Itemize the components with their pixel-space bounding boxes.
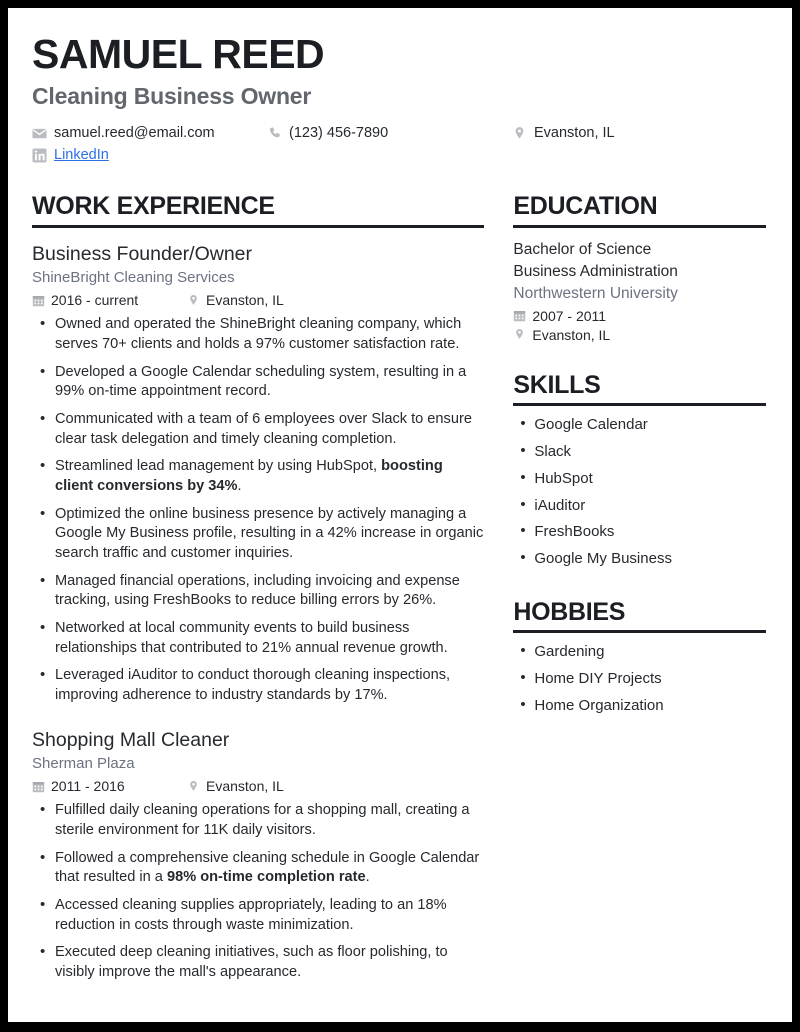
work-experience-heading: WORK EXPERIENCE: [32, 192, 275, 221]
education-location-text: Evanston, IL: [532, 326, 611, 343]
section-divider: [513, 403, 766, 406]
education-degree: Bachelor of Science: [513, 240, 652, 258]
job-bullets: [32, 315, 484, 706]
education-entry: [513, 239, 766, 343]
contact-row-secondary: [32, 147, 766, 163]
job-dates-text: 2011 - 2016: [51, 778, 125, 795]
contact-phone-text: (123) 456-7890: [289, 125, 389, 142]
linkedin-link[interactable]: LinkedIn: [54, 147, 109, 164]
bullet-item: • Communicated with a team of 6 employees over Slack to ensure clear task delegation and timely cleaning completion.: [32, 410, 484, 449]
job-company: ShineBright Cleaning Services: [32, 269, 235, 287]
contact-email[interactable]: [32, 125, 267, 141]
candidate-job-title: Cleaning Business Owner: [32, 83, 312, 110]
job-location-text: Evanston, IL: [206, 292, 284, 309]
bullet-highlight: 98% on-time completion rate: [166, 869, 366, 886]
section-work-experience: [32, 193, 484, 982]
list-item: • Home DIY Projects: [513, 668, 766, 690]
bullet-item: • Executed deep cleaning initiatives, such as floor polishing, to visibly improve the mall's appearance.: [32, 943, 484, 982]
contact-phone[interactable]: [267, 125, 512, 141]
bullet-item: • Developed a Google Calendar scheduling system, resulting in a 99% on-time appointment record.: [32, 363, 484, 402]
job-company: Sherman Plaza: [32, 755, 135, 773]
map-pin-icon: [513, 328, 526, 341]
job-dates: [32, 778, 187, 794]
list-item: • iAuditor: [513, 495, 766, 517]
section-skills: [513, 372, 766, 570]
job-entry: [32, 242, 484, 706]
section-hobbies: [513, 599, 766, 717]
job-meta: [32, 292, 484, 308]
calendar-icon: [32, 780, 45, 793]
education-heading: EDUCATION: [513, 192, 658, 221]
job-location: [187, 778, 284, 794]
job-dates: [32, 292, 187, 308]
list-item: • Google My Business: [513, 548, 766, 570]
bullet-item: • Accessed cleaning supplies appropriately, leading to an 18% reduction in costs through waste minimization.: [32, 896, 484, 935]
list-item: • Slack: [513, 441, 766, 463]
contact-location: [512, 125, 615, 141]
contact-email-text: samuel.reed@email.com: [54, 125, 215, 142]
job-title: Shopping Mall Cleaner: [32, 728, 230, 751]
bullet-item: • Managed financial operations, including invoicing and expense tracking, using FreshBooks to reduce billing errors by 26%.: [32, 572, 484, 611]
education-dates-text: 2007 - 2011: [532, 307, 607, 324]
sidebar-column: [513, 193, 766, 990]
education-dates: [513, 308, 766, 324]
map-pin-icon: [187, 780, 200, 793]
resume-page: [8, 8, 792, 1022]
bullet-item: • Networked at local community events to build business relationships that contributed to 21% annual revenue growth.: [32, 619, 484, 658]
bullet-item: • Fulfilled daily cleaning operations for a shopping mall, creating a sterile environment for 11K daily visitors.: [32, 801, 484, 840]
job-location: [187, 292, 284, 308]
resume-header: [32, 32, 766, 163]
section-divider: [513, 630, 766, 633]
skills-heading: SKILLS: [513, 370, 601, 399]
hobbies-list: [513, 641, 766, 716]
list-item: • FreshBooks: [513, 521, 766, 543]
bullet-item: • Followed a comprehensive cleaning schedule in Google Calendar that resulted in a 98% on-time completion rate.: [32, 849, 484, 888]
education-school: Northwestern University: [513, 284, 678, 302]
bullet-highlight: boosting client conversions by 34%: [55, 458, 443, 494]
resume-body: [32, 193, 766, 990]
job-location-text: Evanston, IL: [206, 778, 284, 795]
bullet-item: • Owned and operated the ShineBright cleaning company, which serves 70+ clients and holds a 97% customer satisfaction rate.: [32, 315, 484, 354]
education-location: [513, 327, 766, 343]
job-title: Business Founder/Owner: [32, 242, 253, 265]
envelope-icon: [32, 126, 47, 141]
job-bullets: [32, 801, 484, 983]
calendar-icon: [32, 294, 45, 307]
list-item: • Google Calendar: [513, 414, 766, 436]
map-pin-icon: [512, 126, 527, 141]
job-dates-text: 2016 - current: [51, 292, 139, 309]
job-entry: [32, 728, 484, 983]
section-education: [513, 193, 766, 343]
job-meta: [32, 778, 484, 794]
contact-location-text: Evanston, IL: [534, 125, 615, 142]
map-pin-icon: [187, 294, 200, 307]
list-item: • Home Organization: [513, 695, 766, 717]
skills-list: [513, 414, 766, 570]
hobbies-heading: HOBBIES: [513, 597, 626, 626]
contact-linkedin[interactable]: [32, 147, 109, 163]
calendar-icon: [513, 309, 526, 322]
phone-icon: [267, 126, 282, 141]
main-column: [32, 193, 484, 990]
section-divider: [513, 225, 766, 228]
list-item: • Gardening: [513, 641, 766, 663]
section-divider: [32, 225, 484, 228]
candidate-name: SAMUEL REED: [32, 31, 325, 77]
bullet-item: • Streamlined lead management by using HubSpot, boosting client conversions by 34%.: [32, 457, 484, 496]
contact-row-primary: [32, 125, 766, 141]
bullet-item: • Optimized the online business presence by actively managing a Google My Business profile, resulting in a 42% increase in organic search traffic and customer inquiries.: [32, 505, 484, 564]
education-major: Business Administration: [513, 262, 678, 280]
list-item: • HubSpot: [513, 468, 766, 490]
bullet-item: • Leveraged iAuditor to conduct thorough cleaning inspections, improving adherence to industry standards by 17%.: [32, 666, 484, 705]
linkedin-icon: [32, 148, 47, 163]
